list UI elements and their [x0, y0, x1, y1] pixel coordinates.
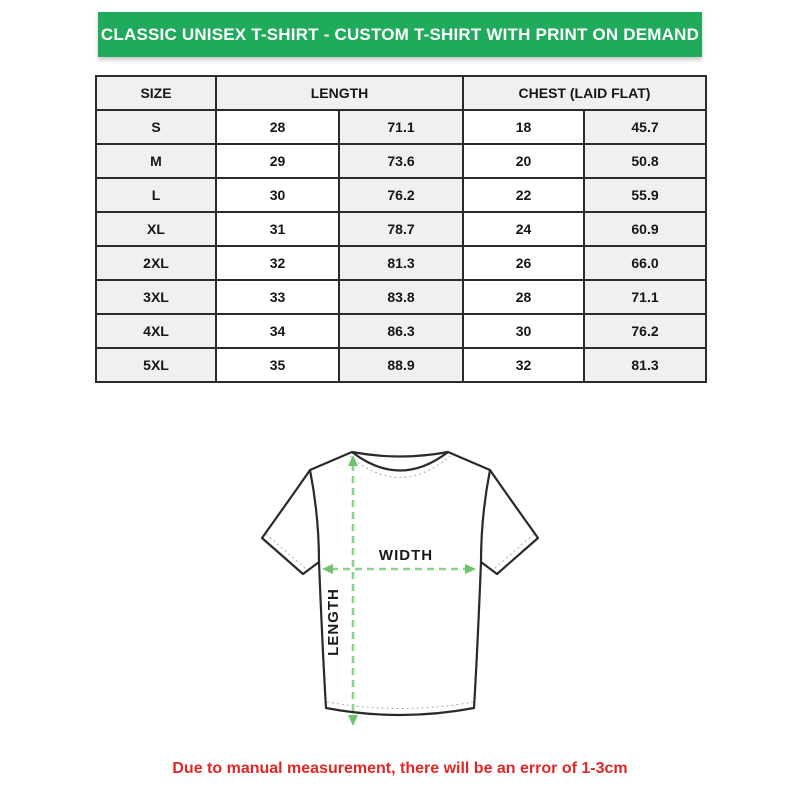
- chest-inches-cell: 30: [463, 314, 584, 348]
- length-inches-cell: 28: [216, 110, 339, 144]
- size-cell: 3XL: [96, 280, 216, 314]
- size-cell: S: [96, 110, 216, 144]
- size-table-header: [96, 76, 706, 110]
- length-cm-cell: 83.8: [339, 280, 463, 314]
- column-header-size: SIZE: [96, 76, 216, 110]
- chest-inches-cell: 24: [463, 212, 584, 246]
- length-cm-cell: 73.6: [339, 144, 463, 178]
- chest-cm-cell: 55.9: [584, 178, 706, 212]
- title-banner: [98, 12, 702, 57]
- header-row: [96, 76, 706, 110]
- chest-cm-cell: 81.3: [584, 348, 706, 382]
- size-cell: L: [96, 178, 216, 212]
- chest-inches-cell: 28: [463, 280, 584, 314]
- arrow-down-icon: [348, 715, 358, 726]
- length-inches-cell: 33: [216, 280, 339, 314]
- length-cm-cell: 88.9: [339, 348, 463, 382]
- size-chart-table: [95, 75, 707, 383]
- tshirt-measurement-diagram: [240, 435, 560, 755]
- chest-inches-cell: 26: [463, 246, 584, 280]
- size-table-body: [96, 110, 706, 382]
- table-row: [96, 280, 706, 314]
- chest-cm-cell: 50.8: [584, 144, 706, 178]
- length-cm-cell: 81.3: [339, 246, 463, 280]
- table-row: [96, 110, 706, 144]
- chest-cm-cell: 60.9: [584, 212, 706, 246]
- size-cell: M: [96, 144, 216, 178]
- table-row: [96, 178, 706, 212]
- length-inches-cell: 32: [216, 246, 339, 280]
- size-cell: 5XL: [96, 348, 216, 382]
- chest-cm-cell: 45.7: [584, 110, 706, 144]
- measurement-error-note: Due to manual measurement, there will be an error of 1-3cm: [172, 760, 628, 777]
- chest-inches-cell: 22: [463, 178, 584, 212]
- chest-cm-cell: 76.2: [584, 314, 706, 348]
- size-cell: 4XL: [96, 314, 216, 348]
- size-cell: 2XL: [96, 246, 216, 280]
- chest-inches-cell: 18: [463, 110, 584, 144]
- chest-cm-cell: 71.1: [584, 280, 706, 314]
- length-cm-cell: 78.7: [339, 212, 463, 246]
- table-row: [96, 348, 706, 382]
- length-inches-cell: 31: [216, 212, 339, 246]
- length-inches-cell: 29: [216, 144, 339, 178]
- table-row: [96, 144, 706, 178]
- tshirt-outline: [262, 452, 538, 715]
- table-row: [96, 212, 706, 246]
- chest-inches-cell: 20: [463, 144, 584, 178]
- length-label: LENGTH: [325, 588, 342, 656]
- page-title: CLASSIC UNISEX T-SHIRT - CUSTOM T-SHIRT WITH PRINT ON DEMAND: [100, 24, 700, 44]
- length-inches-cell: 35: [216, 348, 339, 382]
- table-row: [96, 314, 706, 348]
- column-header-length: LENGTH: [216, 76, 463, 110]
- width-label: WIDTH: [378, 547, 434, 564]
- chest-cm-cell: 66.0: [584, 246, 706, 280]
- length-inches-cell: 34: [216, 314, 339, 348]
- column-header-chest: CHEST (LAID FLAT): [463, 76, 706, 110]
- chest-inches-cell: 32: [463, 348, 584, 382]
- table-row: [96, 246, 706, 280]
- length-cm-cell: 86.3: [339, 314, 463, 348]
- length-cm-cell: 76.2: [339, 178, 463, 212]
- size-cell: XL: [96, 212, 216, 246]
- length-cm-cell: 71.1: [339, 110, 463, 144]
- length-inches-cell: 30: [216, 178, 339, 212]
